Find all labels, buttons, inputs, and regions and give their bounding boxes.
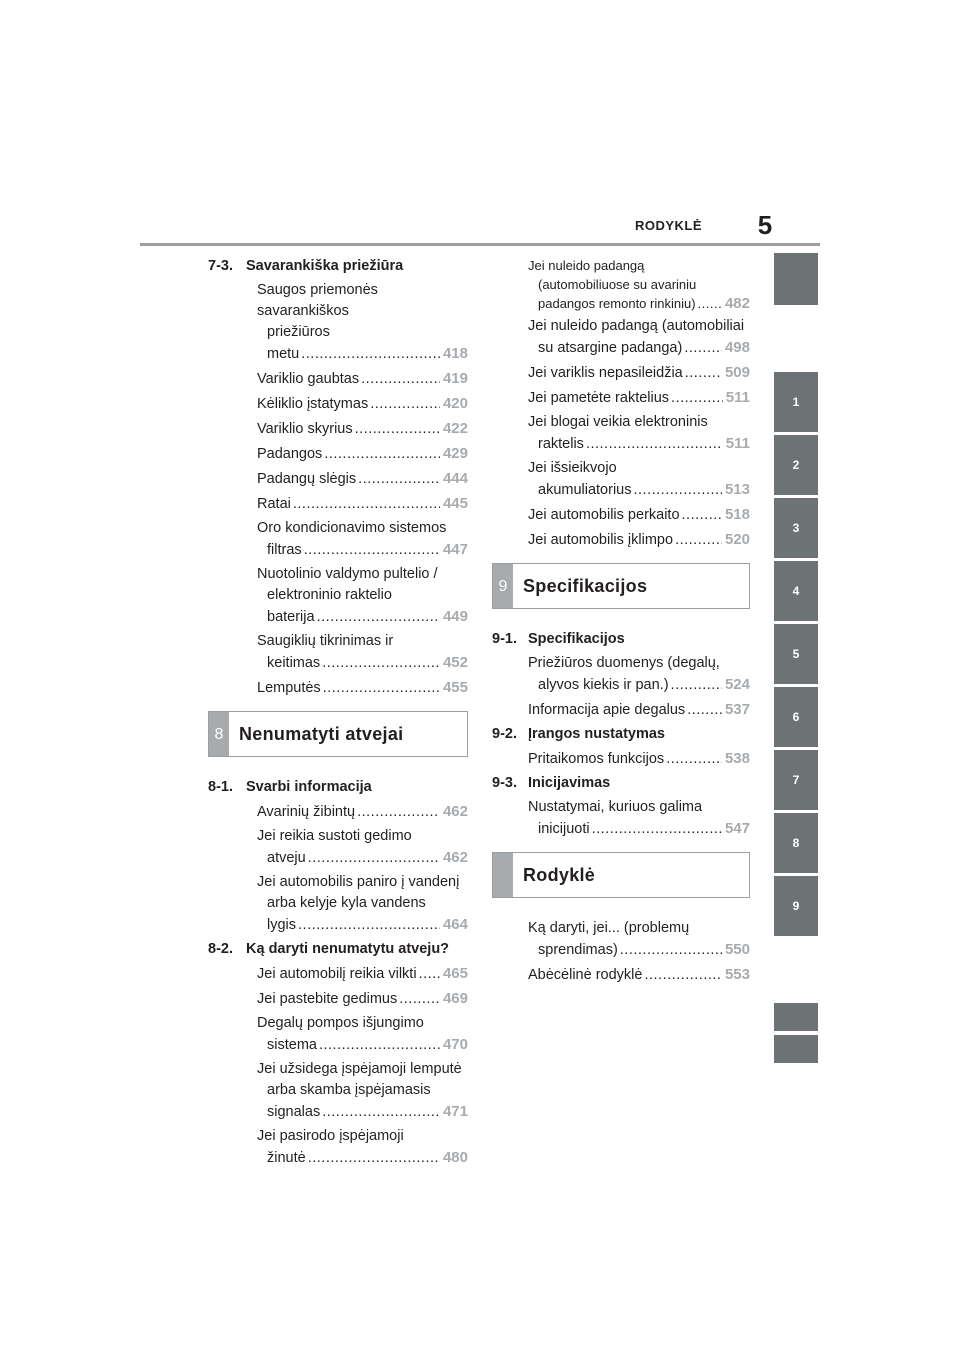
- leader-dots: [592, 819, 722, 840]
- page-ref[interactable]: 455: [442, 679, 468, 696]
- leader-dots: [687, 700, 722, 721]
- chapter-box-8[interactable]: [208, 711, 468, 757]
- leader-dots: [399, 989, 440, 1010]
- side-tab-bottom-1[interactable]: [774, 1003, 818, 1031]
- toc-entry[interactable]: [208, 280, 468, 365]
- section-heading: [492, 773, 750, 794]
- entry-text: Ką daryti, jei... (problemų: [528, 920, 690, 936]
- toc-entry[interactable]: [492, 964, 750, 986]
- entry-text: Ratai: [257, 496, 291, 512]
- leader-dots: [361, 369, 440, 390]
- entry-text: Jei pastebite gedimus: [257, 991, 398, 1007]
- page-ref[interactable]: 452: [442, 654, 468, 671]
- entry-text: Saugiklių tikrinimas ir: [257, 633, 394, 649]
- toc-entry[interactable]: [208, 443, 468, 465]
- toc-entry[interactable]: [492, 316, 750, 359]
- chapter-title: Rodyklė: [523, 864, 596, 885]
- section-number: 9-3.: [492, 775, 517, 791]
- side-tab-5[interactable]: 5: [774, 624, 818, 684]
- leader-dots: [355, 419, 440, 440]
- entry-text: lygis: [267, 917, 297, 933]
- page-ref[interactable]: 465: [442, 965, 468, 982]
- entry-text: atveju: [267, 850, 306, 866]
- section-title: Specifikacijos: [528, 631, 625, 647]
- side-tab-top[interactable]: [774, 253, 818, 305]
- leader-dots: [304, 540, 440, 561]
- entry-text: arba kelyje kyla vandens: [267, 895, 426, 911]
- entry-text: signalas: [267, 1104, 321, 1120]
- leader-dots: [308, 848, 440, 869]
- toc-entry[interactable]: [208, 368, 468, 390]
- toc-right-column: [492, 256, 750, 989]
- leader-dots: [634, 480, 722, 501]
- leader-dots: [675, 530, 722, 551]
- toc-entry[interactable]: [492, 797, 750, 840]
- chapter-title: Nenumatyti atvejai: [239, 723, 404, 744]
- entry-text: Jei nuleido padangą: [528, 258, 645, 273]
- section-title: Savarankiška priežiūra: [246, 258, 404, 274]
- side-tab-1[interactable]: 1: [774, 372, 818, 432]
- leader-dots: [419, 964, 440, 985]
- toc-entry[interactable]: [492, 918, 750, 961]
- page-ref[interactable]: 470: [442, 1036, 468, 1053]
- page-number: 5: [757, 210, 773, 240]
- side-tab-4[interactable]: 4: [774, 561, 818, 621]
- toc-entry[interactable]: [208, 801, 468, 823]
- page-ref[interactable]: 449: [442, 608, 468, 625]
- leader-dots: [682, 505, 722, 526]
- toc-entry[interactable]: [208, 1013, 468, 1056]
- entry-text: Lemputės: [257, 680, 321, 696]
- page-ref[interactable]: 447: [442, 541, 468, 558]
- toc-entry[interactable]: [208, 872, 468, 936]
- section-number: 9-2.: [492, 726, 517, 742]
- page-ref[interactable]: 469: [442, 990, 468, 1007]
- toc-entry[interactable]: [492, 458, 750, 501]
- chapter-marker: [493, 853, 513, 897]
- entry-text: raktelis: [538, 436, 584, 452]
- chapter-number: 8: [209, 712, 229, 756]
- leader-dots: [308, 1148, 440, 1169]
- toc-entry[interactable]: [492, 387, 750, 409]
- leader-dots: [324, 444, 440, 465]
- toc-entry[interactable]: [492, 529, 750, 551]
- entry-text: keitimas: [267, 655, 321, 671]
- toc-entry[interactable]: [492, 412, 750, 455]
- entry-text: Saugos priemonės savarankiškos: [257, 282, 378, 319]
- page-ref[interactable]: 550: [724, 941, 750, 958]
- entry-text: inicijuoti: [538, 821, 590, 837]
- header-title: RODYKLĖ: [634, 218, 702, 233]
- side-tab-7[interactable]: 7: [774, 750, 818, 810]
- page-ref[interactable]: 419: [442, 370, 468, 387]
- leader-dots: [684, 338, 722, 359]
- entry-text: Variklio gaubtas: [257, 371, 360, 387]
- header-rule: [140, 243, 820, 246]
- section-heading: [492, 629, 750, 650]
- toc-entry[interactable]: [208, 988, 468, 1010]
- entry-text: Jei automobilis įklimpo: [528, 532, 674, 548]
- side-tab-9[interactable]: 9: [774, 876, 818, 936]
- entry-text: Jei nuleido padangą (automobiliai: [528, 318, 745, 334]
- toc-entry[interactable]: [208, 631, 468, 674]
- entry-text: Jei išsieikvojo: [528, 460, 617, 476]
- page-ref[interactable]: 513: [724, 481, 750, 498]
- leader-dots: [357, 802, 440, 823]
- entry-text: Jei variklis nepasileidžia: [528, 365, 683, 381]
- entry-text: Jei blogai veikia elektroninis: [528, 414, 708, 430]
- entry-text: Priežiūros duomenys (degalų,: [528, 655, 720, 671]
- toc-entry[interactable]: [208, 1059, 468, 1123]
- leader-dots: [319, 1035, 440, 1056]
- entry-text: Pritaikomos funkcijos: [528, 751, 665, 767]
- page-ref[interactable]: 553: [724, 966, 750, 983]
- page-ref[interactable]: 498: [724, 339, 750, 356]
- toc-left-column: [208, 256, 468, 1172]
- entry-text: priežiūros: [267, 324, 330, 340]
- chapter-title: Specifikacijos: [523, 575, 648, 596]
- entry-text: Jei pasirodo įspėjamoji: [257, 1128, 404, 1144]
- leader-dots: [671, 388, 723, 409]
- page-ref[interactable]: 464: [442, 916, 468, 933]
- entry-text: metu: [267, 346, 300, 362]
- page-ref[interactable]: 518: [724, 506, 750, 523]
- toc-entry[interactable]: [492, 256, 750, 313]
- page-ref[interactable]: 482: [724, 295, 750, 312]
- side-tab-2[interactable]: 2: [774, 435, 818, 495]
- entry-text: Kėliklio įstatymas: [257, 396, 369, 412]
- page-ref[interactable]: 471: [442, 1103, 468, 1120]
- entry-text: Jei automobilis perkaito: [528, 507, 680, 523]
- entry-text: arba skamba įspėjamasis: [267, 1082, 431, 1098]
- section-number: 8-2.: [208, 941, 233, 957]
- page-ref[interactable]: 480: [442, 1149, 468, 1166]
- page-ref[interactable]: 537: [724, 701, 750, 718]
- chapter-number: 9: [493, 564, 513, 608]
- leader-dots: [323, 678, 440, 699]
- toc-entry[interactable]: [492, 653, 750, 696]
- leader-dots: [586, 434, 723, 455]
- entry-text: sprendimas): [538, 942, 618, 958]
- entry-text: baterija: [267, 609, 315, 625]
- section-number: 8-1.: [208, 779, 233, 795]
- toc-entry[interactable]: [208, 418, 468, 440]
- leader-dots: [671, 675, 722, 696]
- leader-dots: [317, 607, 440, 628]
- toc-entry[interactable]: [208, 468, 468, 490]
- entry-text: Avarinių žibintų: [257, 804, 356, 820]
- entry-text: (automobiliuose su avariniu: [538, 277, 697, 292]
- entry-text: Jei automobilį reikia vilkti: [257, 966, 417, 982]
- chapter-box-index[interactable]: [492, 852, 750, 898]
- toc-entry[interactable]: [492, 699, 750, 721]
- leader-dots: [698, 294, 722, 313]
- page-ref[interactable]: 420: [442, 395, 468, 412]
- entry-text: Jei reikia sustoti gedimo: [257, 828, 412, 844]
- section-number: 9-1.: [492, 631, 517, 647]
- entry-text: Oro kondicionavimo sistemos: [257, 520, 447, 536]
- page-ref[interactable]: 422: [442, 420, 468, 437]
- section-title: Svarbi informacija: [246, 779, 372, 795]
- section-heading: [208, 256, 468, 277]
- section-heading: [208, 939, 468, 960]
- page-ref[interactable]: 538: [724, 750, 750, 767]
- toc-entry[interactable]: [492, 748, 750, 770]
- entry-text: žinutė: [267, 1150, 306, 1166]
- toc-entry[interactable]: [492, 362, 750, 384]
- page-ref[interactable]: 520: [724, 531, 750, 548]
- leader-dots: [370, 394, 440, 415]
- leader-dots: [644, 965, 722, 986]
- section-heading: [492, 724, 750, 745]
- section-title: Įrangos nustatymas: [528, 726, 665, 742]
- entry-text: Padangos: [257, 446, 323, 462]
- entry-text: Variklio skyrius: [257, 421, 353, 437]
- leader-dots: [301, 344, 440, 365]
- section-heading: [208, 777, 468, 798]
- side-tab-3[interactable]: 3: [774, 498, 818, 558]
- toc-entry[interactable]: [208, 677, 468, 699]
- page-ref[interactable]: 418: [442, 345, 468, 362]
- page-ref[interactable]: 462: [442, 803, 468, 820]
- page-ref[interactable]: 547: [724, 820, 750, 837]
- side-tab-bottom-2[interactable]: [774, 1035, 818, 1063]
- leader-dots: [666, 749, 722, 770]
- page-ref[interactable]: 445: [442, 495, 468, 512]
- section-title: Ką daryti nenumatytu atveju?: [246, 941, 450, 957]
- entry-text: Jei pametėte raktelius: [528, 390, 670, 406]
- toc-entry[interactable]: [208, 826, 468, 869]
- entry-text: Padangų slėgis: [257, 471, 357, 487]
- leader-dots: [322, 653, 440, 674]
- page-ref[interactable]: 429: [442, 445, 468, 462]
- page-ref[interactable]: 444: [442, 470, 468, 487]
- entry-text: Abėcėlinė rodyklė: [528, 967, 643, 983]
- leader-dots: [298, 915, 440, 936]
- entry-text: su atsargine padanga): [538, 340, 683, 356]
- leader-dots: [293, 494, 440, 515]
- leader-dots: [358, 469, 440, 490]
- leader-dots: [620, 940, 722, 961]
- entry-text: akumuliatorius: [538, 482, 632, 498]
- toc-entry[interactable]: [208, 393, 468, 415]
- leader-dots: [322, 1102, 440, 1123]
- section-title: Inicijavimas: [528, 775, 611, 791]
- entry-text: Nuotolinio valdymo pultelio /: [257, 566, 438, 582]
- page-ref[interactable]: 511: [725, 435, 750, 452]
- entry-text: elektroninio raktelio: [267, 587, 392, 603]
- entry-text: alyvos kiekis ir pan.): [538, 677, 669, 693]
- entry-text: filtras: [267, 542, 302, 558]
- entry-text: Informacija apie degalus: [528, 702, 686, 718]
- chapter-box-9[interactable]: [492, 563, 750, 609]
- side-tab-8[interactable]: 8: [774, 813, 818, 873]
- entry-text: Jei užsidega įspėjamoji lemputė: [257, 1061, 462, 1077]
- toc-entry[interactable]: [208, 1126, 468, 1169]
- entry-text: Degalų pompos išjungimo: [257, 1015, 424, 1031]
- side-tab-6[interactable]: 6: [774, 687, 818, 747]
- entry-text: Nustatymai, kuriuos galima: [528, 799, 703, 815]
- entry-text: padangos remonto rinkiniu): [538, 296, 696, 311]
- page-ref[interactable]: 524: [724, 676, 750, 693]
- section-number: 7-3.: [208, 258, 233, 274]
- entry-text: sistema: [267, 1037, 317, 1053]
- page-ref[interactable]: 509: [724, 364, 750, 381]
- page-ref[interactable]: 511: [725, 389, 750, 406]
- toc-entry[interactable]: [208, 493, 468, 515]
- toc-entry[interactable]: [208, 564, 468, 628]
- entry-text: Jei automobilis paniro į vandenį: [257, 874, 460, 890]
- page-ref[interactable]: 462: [442, 849, 468, 866]
- toc-entry[interactable]: [208, 518, 468, 561]
- toc-entry[interactable]: [492, 504, 750, 526]
- leader-dots: [685, 363, 722, 384]
- toc-entry[interactable]: [208, 963, 468, 985]
